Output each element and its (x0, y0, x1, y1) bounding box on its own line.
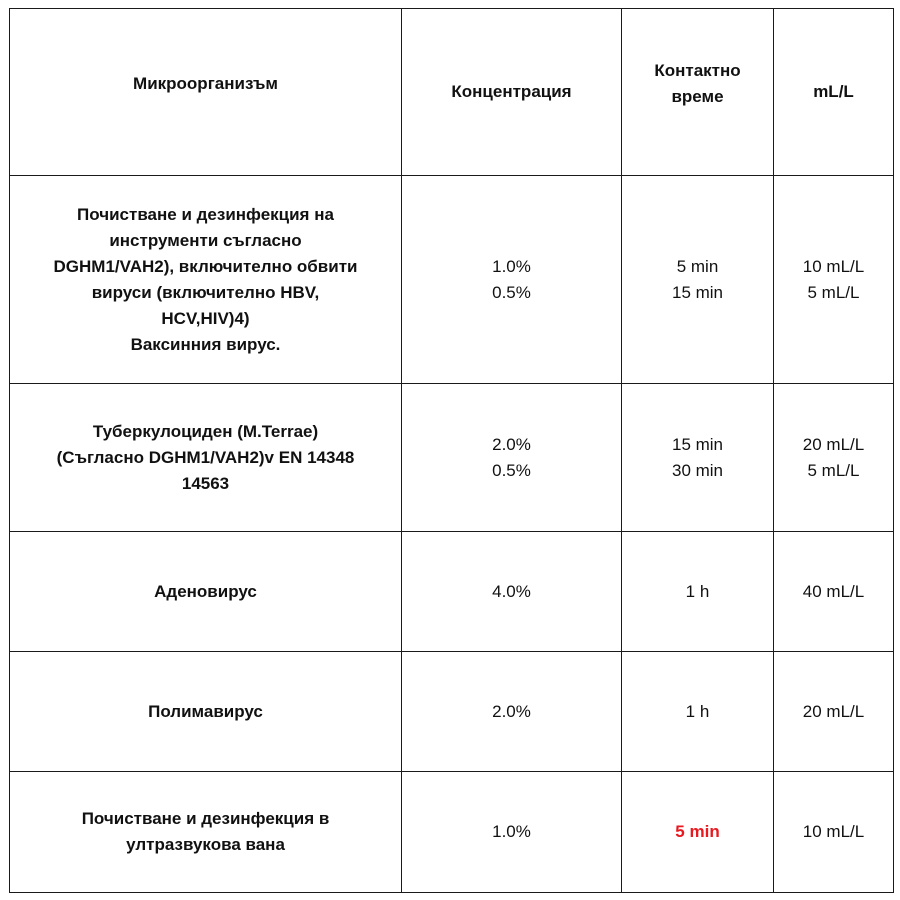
cell-ml-per-l: 20 mL/L 5 mL/L (774, 384, 894, 532)
cell-concentration: 2.0% (402, 652, 622, 772)
cell-microorganism: Аденовирус (10, 532, 402, 652)
cell-microorganism: Полимавирус (10, 652, 402, 772)
table-header-row (10, 9, 894, 176)
cell-concentration: 1.0% (402, 772, 622, 893)
cell-microorganism: Почистване и дезинфекция в ултразвукова вана (10, 772, 402, 893)
cell-concentration: 2.0% 0.5% (402, 384, 622, 532)
cell-ml-per-l: 20 mL/L (774, 652, 894, 772)
header-microorganism: Микроорганизъм (10, 9, 402, 176)
cell-ml-per-l: 40 mL/L (774, 532, 894, 652)
cell-microorganism: Почистване и дезинфекция на инструменти съгласно DGHM1/VAH2), включително обвити вируси (включително HBV, HCV,HIV)4) Ваксинния вирус. (10, 176, 402, 384)
cell-concentration: 4.0% (402, 532, 622, 652)
cell-concentration: 1.0% 0.5% (402, 176, 622, 384)
header-contact-time: Контактно време (622, 9, 774, 176)
cell-contact-time: 15 min 30 min (622, 384, 774, 532)
table-row (10, 772, 894, 893)
cell-ml-per-l: 10 mL/L 5 mL/L (774, 176, 894, 384)
cell-contact-time: 1 h (622, 532, 774, 652)
table-row (10, 384, 894, 532)
header-concentration: Концентрация (402, 9, 622, 176)
cell-contact-time-highlighted: 5 min (622, 772, 774, 893)
header-ml-per-l: mL/L (774, 9, 894, 176)
cell-ml-per-l: 10 mL/L (774, 772, 894, 893)
table-row (10, 652, 894, 772)
cell-contact-time: 5 min 15 min (622, 176, 774, 384)
table-row (10, 532, 894, 652)
cell-contact-time: 1 h (622, 652, 774, 772)
cell-microorganism: Туберкулоциден (M.Terrae) (Съгласно DGHM1/VAH2)v EN 14348 14563 (10, 384, 402, 532)
table-row (10, 176, 894, 384)
disinfection-table (9, 8, 894, 893)
